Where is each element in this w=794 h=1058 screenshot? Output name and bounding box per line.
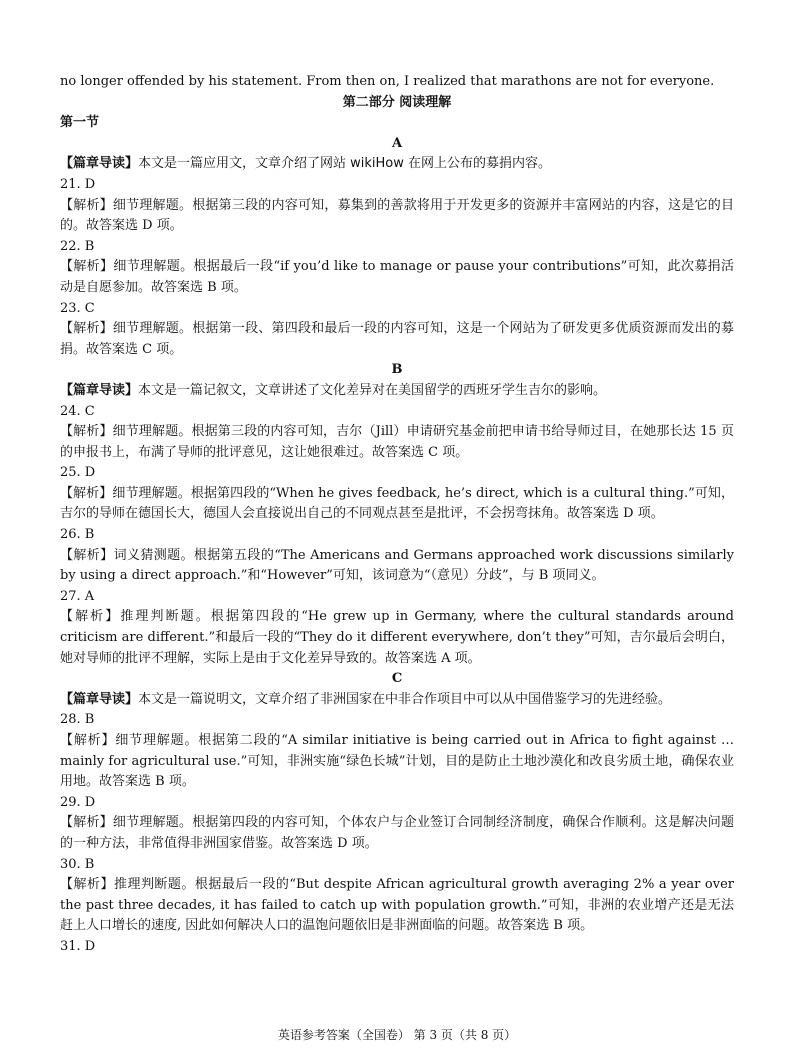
explanation [60, 257, 734, 298]
passage-guide [60, 154, 734, 175]
guide-text: 本文是一篇记叙文，文章讲述了文化差异对在美国留学的西班牙学生吉尔的影响。 [138, 382, 607, 398]
answer-key: 30. B [60, 856, 95, 872]
guide-text: 本文是一篇说明文，文章介绍了非洲国家在中非合作项目中可以从中国借鉴学习的先进经验。 [138, 691, 672, 707]
explanation-text: 细节理解题。根据第三段的内容可知，吉尔（Jill）申请研究基金前把申请书给导师过目，在她那长达 15 页的申报书上，布满了导师的批评意见，这让她很难过。故答案选 C 项。 [60, 424, 734, 460]
explanation-tag: 【解析】 [60, 424, 113, 440]
guide-tag: 【篇章导读】 [60, 382, 139, 398]
passage-letter: C [391, 671, 403, 687]
continued-text: no longer offended by his statement. From then on, I realized that marathons are not for everyone. [60, 74, 715, 89]
answer-key: 28. B [60, 712, 95, 728]
passage-c [60, 669, 734, 937]
passage-letter: A [391, 135, 403, 151]
answer-key: 21. D [60, 176, 96, 192]
answer-key: 24. C [60, 403, 95, 419]
explanation [60, 813, 734, 854]
explanation-text: 细节理解题。根据第二段的“A similar initiative is being carried out in Africa to fight against … mainly for agricultural use.”可知，非洲实施“绿色长城”计划，目的是防止土地沙漠化和改良劣质土地，确保农业用地。故答案选 B 项。 [60, 733, 734, 790]
explanation-tag: 【解析】 [60, 197, 113, 213]
answer-key: 27. A [60, 588, 95, 604]
explanation-text: 细节理解题。根据最后一段“if you’d like to manage or pause your contributions”可知，此次募捐活动是自愿参加。故答案选 B 项。 [60, 259, 734, 295]
explanation [60, 546, 734, 587]
explanation-text: 细节理解题。根据第一段、第四段和最后一段的内容可知，这是一个网站为了研发更多优质资源而发出的募捐。故答案选 C 项。 [60, 321, 734, 357]
explanation [60, 731, 734, 793]
passage-letter: B [391, 362, 403, 378]
explanation [60, 196, 734, 237]
explanation [60, 607, 734, 669]
explanation-tag: 【解析】 [60, 733, 116, 748]
passage-guide [60, 381, 734, 402]
explanation-text: 细节理解题。根据第三段的内容可知，募集到的善款将用于开发更多的资源并丰富网站的内容，这是它的目的。故答案选 D 项。 [60, 197, 734, 234]
answer-key: 26. B [60, 527, 95, 543]
answer-key: 25. D [60, 465, 96, 481]
explanation-tag: 【解析】 [60, 321, 113, 337]
answer-key: 31. D [60, 938, 96, 954]
explanation-tag: 【解析】 [60, 485, 113, 501]
explanation [60, 875, 734, 937]
explanation-tag: 【解析】 [60, 547, 114, 563]
page-footer: 英语参考答案（全国卷） 第 3 页（共 8 页） [277, 1028, 517, 1042]
guide-tag: 【篇章导读】 [60, 156, 139, 172]
passage-guide [60, 690, 734, 711]
explanation-text: 细节理解题。根据第四段的“When he gives feedback, he’s direct, which is a cultural thing.”可知，吉尔的导师在德国长大，德国人会直接说出自己的不同观点甚至是批评，不会拐弯抹角。故答案选 D 项。 [60, 485, 734, 522]
guide-tag: 【篇章导读】 [60, 691, 139, 707]
answer-key: 29. D [60, 794, 96, 810]
explanation [60, 422, 734, 463]
section-title: 第一节 [60, 115, 100, 131]
answer-key: 23. C [60, 300, 95, 316]
part-title: 第二部分 阅读理解 [342, 94, 452, 110]
answer-key: 22. B [60, 238, 95, 254]
explanation-text: 推理判断题。根据第四段的“He grew up in Germany, where the cultural standards around criticism are different.”和最后一段的“They do it different everywhere, don’t they”可知，吉尔最后会明白，她对导师的批评不理解，实际上是由于文化差异导致的。故答案选 A 项。 [60, 609, 734, 666]
explanation-tag: 【解析】 [60, 815, 113, 831]
explanation [60, 484, 734, 525]
explanation [60, 319, 734, 360]
passage-b [60, 360, 734, 669]
explanation-tag: 【解析】 [60, 609, 121, 625]
explanation-tag: 【解析】 [60, 877, 114, 893]
explanation-text: 细节理解题。根据第四段的内容可知，个体农户与企业签订合同制经济制度，确保合作顺利。这是解决问题的一种方法，非常值得非洲国家借鉴。故答案选 D 项。 [60, 815, 734, 851]
explanation-tag: 【解析】 [60, 259, 114, 275]
passage-a [60, 134, 734, 361]
guide-text: 本文是一篇应用文，文章介绍了网站 wikiHow 在网上公布的募捐内容。 [138, 156, 552, 172]
explanation-text: 推理判断题。根据最后一段的“But despite African agricultural growth averaging 2% a year over the past three decades, it has failed to catch up with population growth.”可知，非洲的农业增产还是无法赶上人口增长的速度, 因此如何解决人口的温饱问题依旧是非洲面临的问题。故答案选 B 项。 [60, 877, 734, 934]
explanation-text: 词义猜测题。根据第五段的“The Americans and Germans approached work discussions similarly by using a direct approach.”和“However”可知，该词意为“（意见）分歧”，与 B 项同义。 [60, 547, 734, 584]
